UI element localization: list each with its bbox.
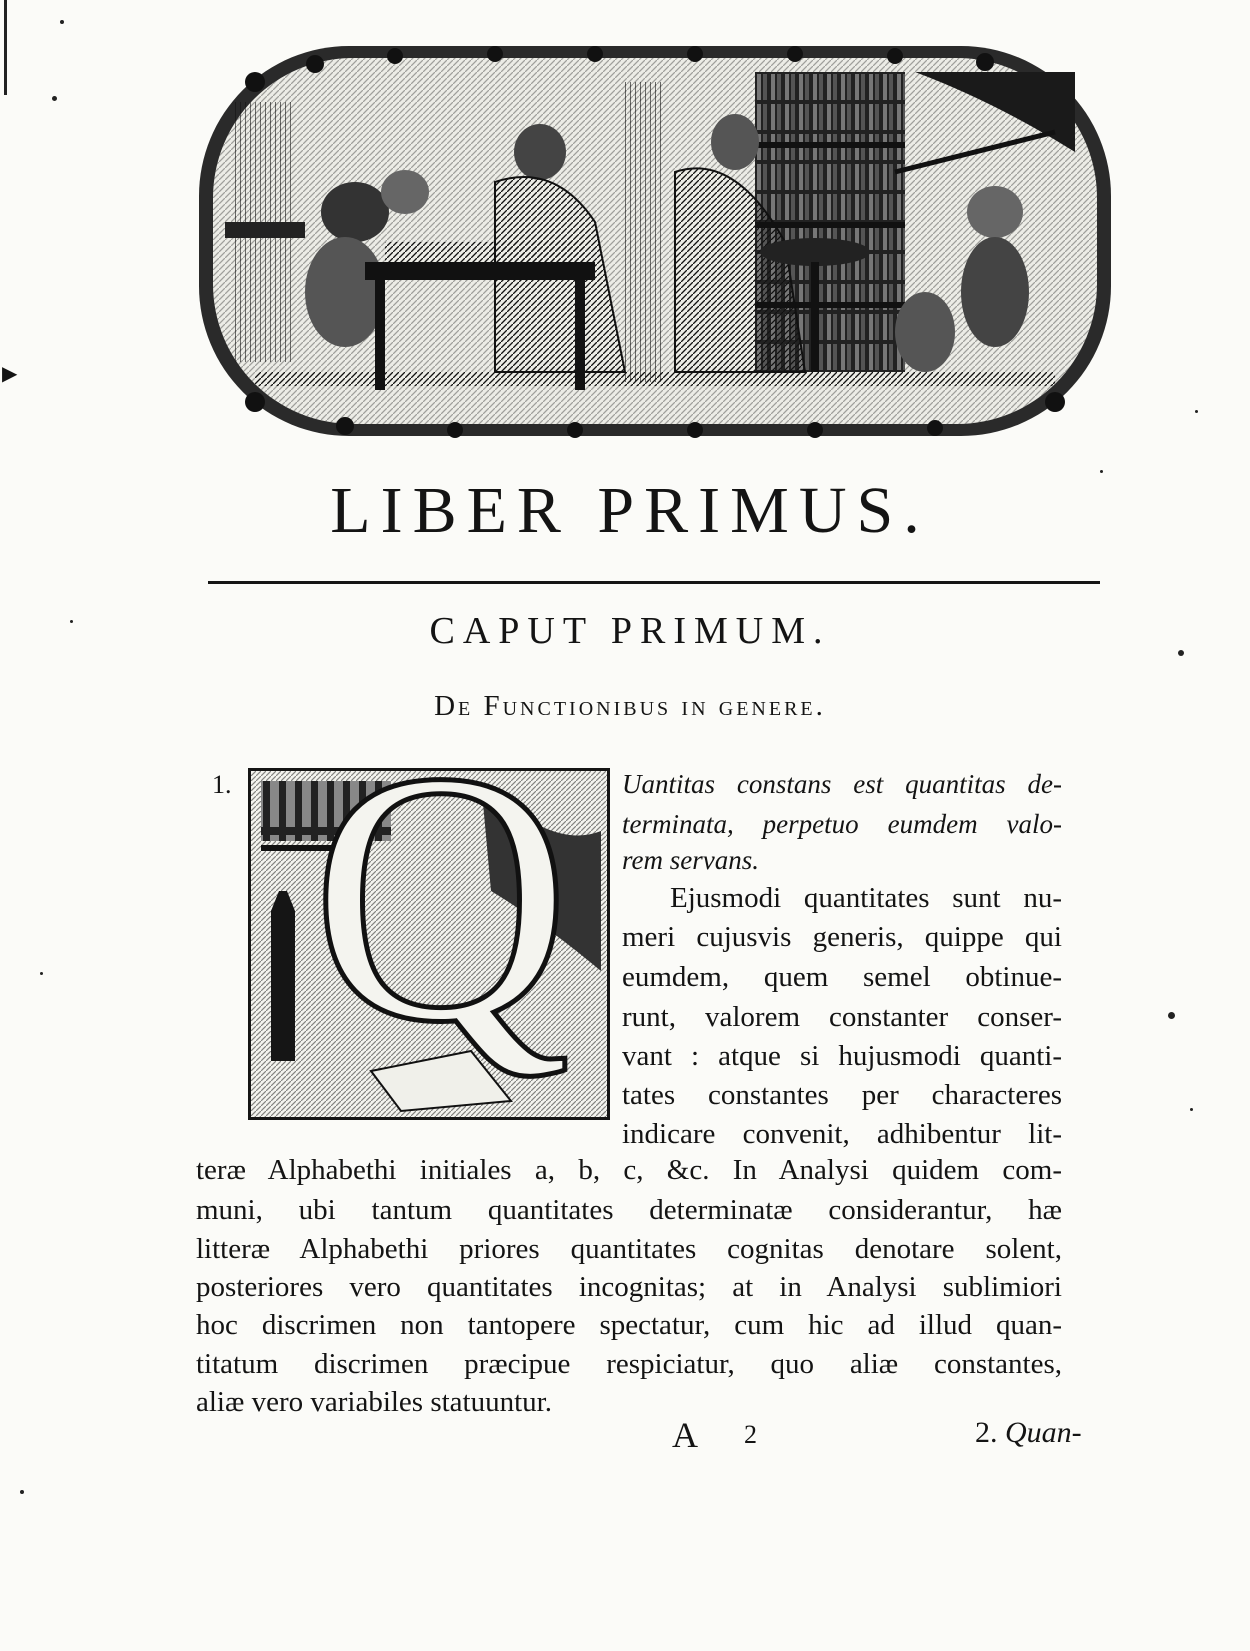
text-line: Uantitas constans est quantitas de-	[622, 769, 1062, 799]
text-line: hoc discrimen non tantopere spectatur, cum hic ad illud quan-	[196, 1309, 1062, 1341]
text-line: rem servans.	[622, 845, 759, 875]
text-line: terminata, perpetuo eumdem valo-	[622, 809, 1062, 839]
text-line: posteriores vero quantitates incognitas; at in Analysi sublimiori	[196, 1271, 1062, 1303]
text-line: aliæ vero variabiles statuuntur.	[196, 1386, 552, 1418]
page-number: 2	[744, 1420, 757, 1449]
title-rule	[208, 581, 1100, 584]
text-line: teræ Alphabethi initiales a, b, c, &c. In Analysi quidem com-	[196, 1154, 1062, 1186]
text-line: litteræ Alphabethi priores quantitates cognitas denotare solent,	[196, 1233, 1062, 1265]
text-line: tates constantes per characteres	[622, 1079, 1062, 1111]
chapter-subject: De Functionibus in genere.	[434, 690, 826, 722]
catchword-number: 2.	[975, 1416, 998, 1449]
text-line: meri cujusvis generis, quippe qui	[622, 921, 1062, 953]
page-edge-mark	[4, 0, 7, 95]
text-line: titatum discrimen præcipue respiciatur, quo aliæ constantes,	[196, 1348, 1062, 1380]
margin-arrow-mark: ▶	[2, 363, 18, 385]
text-line: vant : atque si hujusmodi quanti-	[622, 1040, 1062, 1072]
text-line: Ejusmodi quantitates sunt nu-	[670, 882, 1062, 914]
catchword-text: Quan-	[1005, 1416, 1082, 1449]
initial-letter-q: Q	[311, 768, 571, 1096]
chapter-heading: CAPUT PRIMUM.	[429, 610, 831, 652]
text-line: muni, ubi tantum quantitates determinatæ considerantur, hæ	[196, 1194, 1062, 1226]
text-line: indicare convenit, adhibentur lit-	[622, 1118, 1062, 1150]
text-line: runt, valorem constanter conser-	[622, 1001, 1062, 1033]
text-line: eumdem, quem semel obtinue-	[622, 961, 1062, 993]
book-title: LIBER PRIMUS.	[330, 474, 930, 547]
paragraph-number: 1.	[212, 770, 232, 799]
headpiece-engraving	[195, 42, 1115, 440]
signature-mark: A	[672, 1415, 698, 1455]
decorated-initial	[248, 768, 610, 1120]
catchword	[975, 1416, 1082, 1450]
